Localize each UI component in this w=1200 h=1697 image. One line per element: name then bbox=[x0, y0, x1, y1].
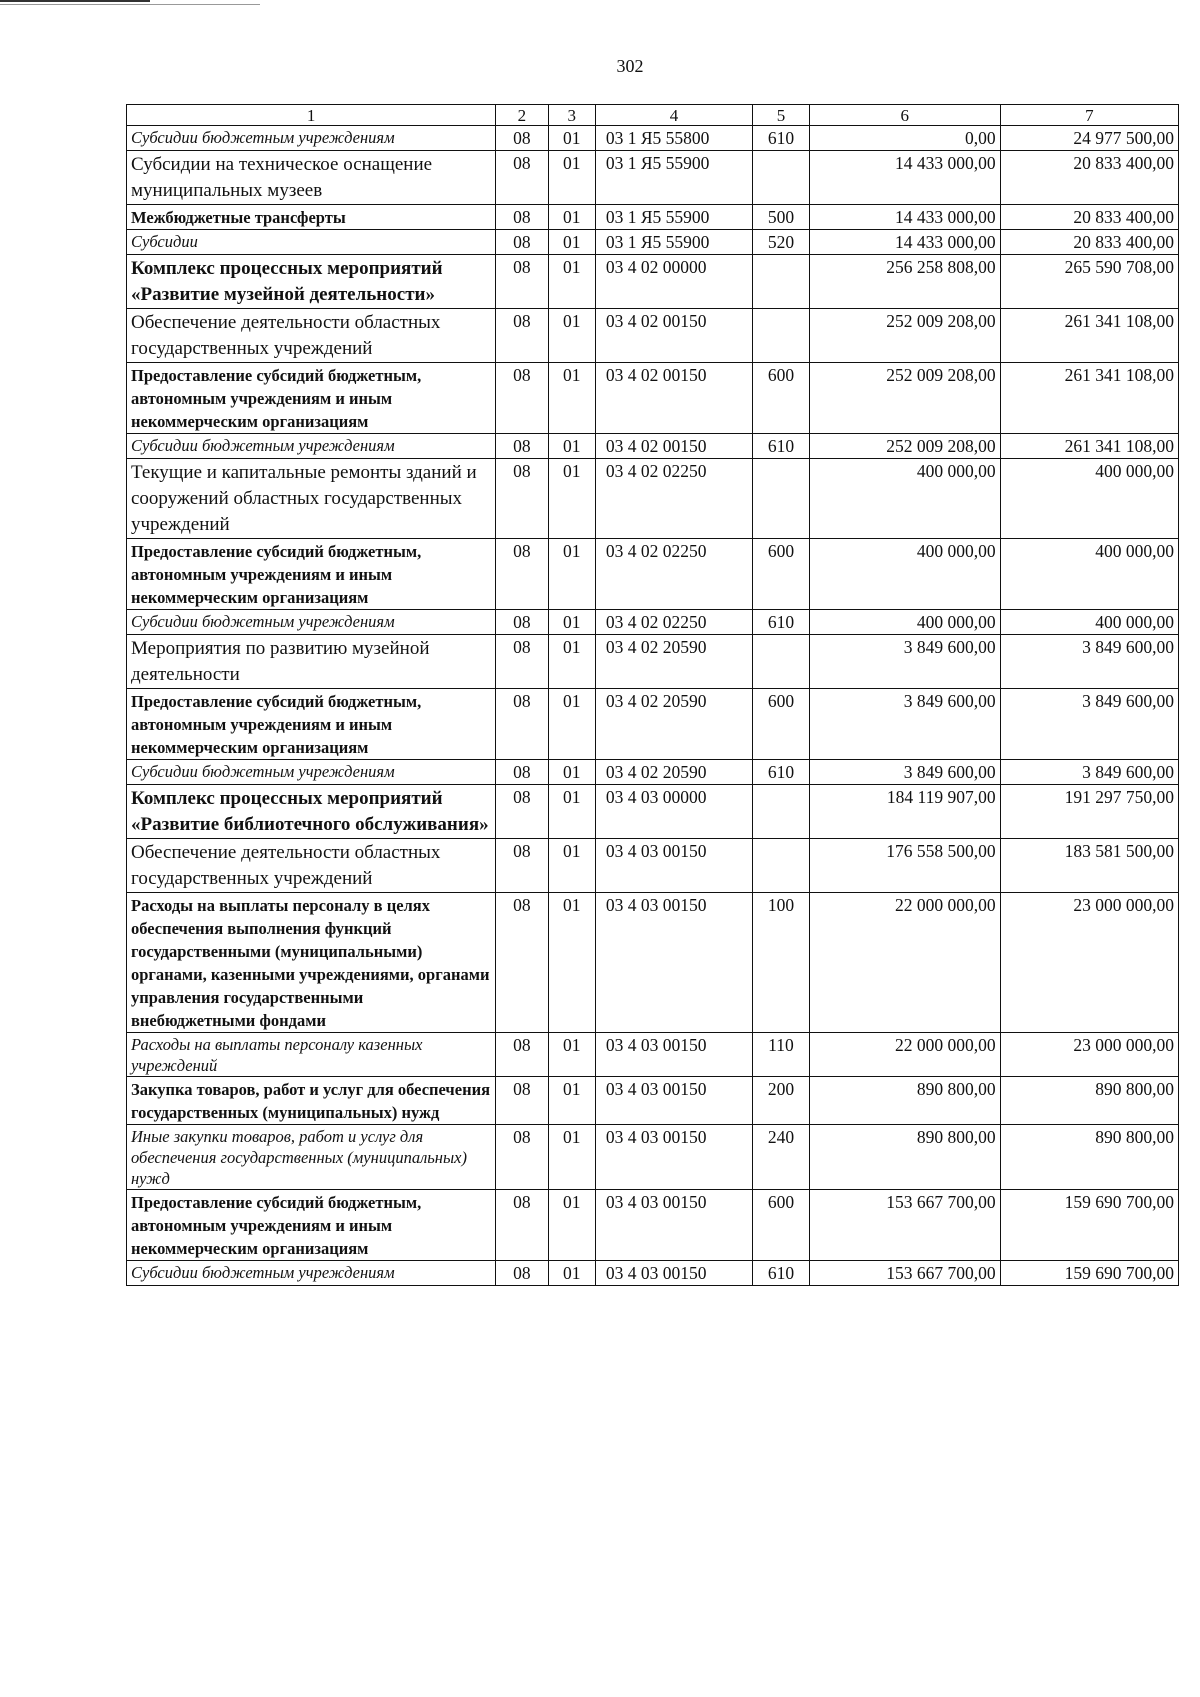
row-name-cell: Субсидии бюджетным учреждениям bbox=[127, 760, 496, 785]
amount-year1-cell: 400 000,00 bbox=[809, 539, 1000, 610]
table-row bbox=[127, 363, 1179, 434]
target-article-cell: 03 1 Я5 55900 bbox=[595, 151, 752, 205]
subsection-code-cell: 01 bbox=[548, 760, 595, 785]
table-row bbox=[127, 760, 1179, 785]
section-code-cell: 08 bbox=[496, 539, 548, 610]
row-name-cell: Комплекс процессных мероприятий «Развитие музейной деятельности» bbox=[127, 255, 496, 309]
section-code-cell: 08 bbox=[496, 230, 548, 255]
amount-year2-cell: 400 000,00 bbox=[1000, 610, 1178, 635]
expense-type-cell: 610 bbox=[753, 434, 810, 459]
subsection-code-cell: 01 bbox=[548, 1261, 595, 1286]
subsection-code-cell: 01 bbox=[548, 151, 595, 205]
table-row bbox=[127, 785, 1179, 839]
row-name-cell: Предоставление субсидий бюджетным, автономным учреждениям и иным некоммерческим организациям bbox=[127, 1190, 496, 1261]
table-header-row bbox=[127, 105, 1179, 126]
expense-type-cell: 610 bbox=[753, 126, 810, 151]
amount-year1-cell: 400 000,00 bbox=[809, 459, 1000, 539]
row-name-cell: Предоставление субсидий бюджетным, автономным учреждениям и иным некоммерческим организациям bbox=[127, 363, 496, 434]
target-article-cell: 03 4 03 00150 bbox=[595, 1033, 752, 1077]
expense-type-cell: 600 bbox=[753, 1190, 810, 1261]
amount-year2-cell: 3 849 600,00 bbox=[1000, 760, 1178, 785]
table-row bbox=[127, 610, 1179, 635]
subsection-code-cell: 01 bbox=[548, 126, 595, 151]
table-row bbox=[127, 230, 1179, 255]
amount-year1-cell: 22 000 000,00 bbox=[809, 893, 1000, 1033]
amount-year1-cell: 890 800,00 bbox=[809, 1077, 1000, 1125]
row-name-cell: Комплекс процессных мероприятий «Развитие библиотечного обслуживания» bbox=[127, 785, 496, 839]
subsection-code-cell: 01 bbox=[548, 255, 595, 309]
amount-year1-cell: 256 258 808,00 bbox=[809, 255, 1000, 309]
scan-mark-top-edge bbox=[0, 4, 260, 5]
header-cell: 5 bbox=[753, 105, 810, 126]
row-name-cell: Субсидии бюджетным учреждениям bbox=[127, 610, 496, 635]
scan-mark-top bbox=[0, 0, 150, 2]
target-article-cell: 03 4 03 00150 bbox=[595, 1261, 752, 1286]
subsection-code-cell: 01 bbox=[548, 309, 595, 363]
table-row bbox=[127, 1190, 1179, 1261]
subsection-code-cell: 01 bbox=[548, 363, 595, 434]
subsection-code-cell: 01 bbox=[548, 785, 595, 839]
expense-type-cell: 200 bbox=[753, 1077, 810, 1125]
amount-year1-cell: 153 667 700,00 bbox=[809, 1190, 1000, 1261]
amount-year2-cell: 24 977 500,00 bbox=[1000, 126, 1178, 151]
subsection-code-cell: 01 bbox=[548, 434, 595, 459]
target-article-cell: 03 4 03 00150 bbox=[595, 1125, 752, 1190]
section-code-cell: 08 bbox=[496, 1077, 548, 1125]
row-name-cell: Субсидии bbox=[127, 230, 496, 255]
subsection-code-cell: 01 bbox=[548, 1033, 595, 1077]
section-code-cell: 08 bbox=[496, 689, 548, 760]
amount-year2-cell: 261 341 108,00 bbox=[1000, 363, 1178, 434]
row-name-cell: Расходы на выплаты персоналу в целях обеспечения выполнения функций государственными (муниципальными) органами, казенными учреждениями, органами управления государственными внебюджетными фондами bbox=[127, 893, 496, 1033]
table-row bbox=[127, 151, 1179, 205]
subsection-code-cell: 01 bbox=[548, 459, 595, 539]
section-code-cell: 08 bbox=[496, 839, 548, 893]
amount-year2-cell: 3 849 600,00 bbox=[1000, 689, 1178, 760]
table-row bbox=[127, 255, 1179, 309]
amount-year1-cell: 176 558 500,00 bbox=[809, 839, 1000, 893]
expense-type-cell bbox=[753, 459, 810, 539]
amount-year1-cell: 14 433 000,00 bbox=[809, 230, 1000, 255]
amount-year2-cell: 261 341 108,00 bbox=[1000, 309, 1178, 363]
expense-type-cell: 610 bbox=[753, 1261, 810, 1286]
amount-year2-cell: 890 800,00 bbox=[1000, 1125, 1178, 1190]
amount-year2-cell: 20 833 400,00 bbox=[1000, 205, 1178, 230]
row-name-cell: Обеспечение деятельности областных государственных учреждений bbox=[127, 839, 496, 893]
target-article-cell: 03 4 02 00150 bbox=[595, 363, 752, 434]
row-name-cell: Субсидии бюджетным учреждениям bbox=[127, 1261, 496, 1286]
row-name-cell: Предоставление субсидий бюджетным, автономным учреждениям и иным некоммерческим организациям bbox=[127, 539, 496, 610]
row-name-cell: Расходы на выплаты персоналу казенных учреждений bbox=[127, 1033, 496, 1077]
amount-year1-cell: 14 433 000,00 bbox=[809, 205, 1000, 230]
target-article-cell: 03 1 Я5 55800 bbox=[595, 126, 752, 151]
amount-year2-cell: 400 000,00 bbox=[1000, 539, 1178, 610]
section-code-cell: 08 bbox=[496, 126, 548, 151]
target-article-cell: 03 1 Я5 55900 bbox=[595, 230, 752, 255]
subsection-code-cell: 01 bbox=[548, 230, 595, 255]
amount-year2-cell: 20 833 400,00 bbox=[1000, 151, 1178, 205]
expense-type-cell: 610 bbox=[753, 760, 810, 785]
section-code-cell: 08 bbox=[496, 459, 548, 539]
section-code-cell: 08 bbox=[496, 151, 548, 205]
amount-year1-cell: 890 800,00 bbox=[809, 1125, 1000, 1190]
amount-year1-cell: 252 009 208,00 bbox=[809, 309, 1000, 363]
expense-type-cell: 520 bbox=[753, 230, 810, 255]
header-cell: 6 bbox=[809, 105, 1000, 126]
table-row bbox=[127, 839, 1179, 893]
target-article-cell: 03 1 Я5 55900 bbox=[595, 205, 752, 230]
target-article-cell: 03 4 02 00000 bbox=[595, 255, 752, 309]
row-name-cell: Закупка товаров, работ и услуг для обеспечения государственных (муниципальных) нужд bbox=[127, 1077, 496, 1125]
expense-type-cell: 600 bbox=[753, 363, 810, 434]
expense-type-cell bbox=[753, 635, 810, 689]
section-code-cell: 08 bbox=[496, 1261, 548, 1286]
amount-year1-cell: 252 009 208,00 bbox=[809, 434, 1000, 459]
table-row bbox=[127, 893, 1179, 1033]
amount-year2-cell: 400 000,00 bbox=[1000, 459, 1178, 539]
header-cell: 3 bbox=[548, 105, 595, 126]
amount-year2-cell: 159 690 700,00 bbox=[1000, 1261, 1178, 1286]
section-code-cell: 08 bbox=[496, 1125, 548, 1190]
amount-year1-cell: 3 849 600,00 bbox=[809, 689, 1000, 760]
amount-year2-cell: 3 849 600,00 bbox=[1000, 635, 1178, 689]
amount-year1-cell: 252 009 208,00 bbox=[809, 363, 1000, 434]
target-article-cell: 03 4 03 00150 bbox=[595, 893, 752, 1033]
amount-year1-cell: 400 000,00 bbox=[809, 610, 1000, 635]
expense-type-cell: 240 bbox=[753, 1125, 810, 1190]
budget-table bbox=[126, 104, 1179, 1286]
page-number: 302 bbox=[616, 56, 644, 76]
header-cell: 2 bbox=[496, 105, 548, 126]
row-name-cell: Субсидии на техническое оснащение муниципальных музеев bbox=[127, 151, 496, 205]
expense-type-cell: 500 bbox=[753, 205, 810, 230]
section-code-cell: 08 bbox=[496, 434, 548, 459]
target-article-cell: 03 4 03 00150 bbox=[595, 1077, 752, 1125]
table-row bbox=[127, 1261, 1179, 1286]
target-article-cell: 03 4 02 02250 bbox=[595, 610, 752, 635]
expense-type-cell: 600 bbox=[753, 689, 810, 760]
table-row bbox=[127, 1033, 1179, 1077]
target-article-cell: 03 4 02 02250 bbox=[595, 539, 752, 610]
expense-type-cell bbox=[753, 151, 810, 205]
subsection-code-cell: 01 bbox=[548, 610, 595, 635]
subsection-code-cell: 01 bbox=[548, 1125, 595, 1190]
table-row bbox=[127, 1077, 1179, 1125]
header-cell: 7 bbox=[1000, 105, 1178, 126]
row-name-cell: Субсидии бюджетным учреждениям bbox=[127, 434, 496, 459]
target-article-cell: 03 4 03 00000 bbox=[595, 785, 752, 839]
section-code-cell: 08 bbox=[496, 363, 548, 434]
subsection-code-cell: 01 bbox=[548, 689, 595, 760]
section-code-cell: 08 bbox=[496, 893, 548, 1033]
table-row bbox=[127, 539, 1179, 610]
amount-year2-cell: 261 341 108,00 bbox=[1000, 434, 1178, 459]
target-article-cell: 03 4 03 00150 bbox=[595, 1190, 752, 1261]
table-row bbox=[127, 309, 1179, 363]
section-code-cell: 08 bbox=[496, 255, 548, 309]
table-row bbox=[127, 635, 1179, 689]
subsection-code-cell: 01 bbox=[548, 205, 595, 230]
target-article-cell: 03 4 02 02250 bbox=[595, 459, 752, 539]
amount-year2-cell: 159 690 700,00 bbox=[1000, 1190, 1178, 1261]
row-name-cell: Межбюджетные трансферты bbox=[127, 205, 496, 230]
amount-year2-cell: 890 800,00 bbox=[1000, 1077, 1178, 1125]
header-cell: 1 bbox=[127, 105, 496, 126]
table-row bbox=[127, 689, 1179, 760]
subsection-code-cell: 01 bbox=[548, 893, 595, 1033]
target-article-cell: 03 4 02 20590 bbox=[595, 760, 752, 785]
expense-type-cell bbox=[753, 309, 810, 363]
amount-year2-cell: 183 581 500,00 bbox=[1000, 839, 1178, 893]
section-code-cell: 08 bbox=[496, 309, 548, 363]
target-article-cell: 03 4 02 20590 bbox=[595, 689, 752, 760]
table-body bbox=[127, 105, 1179, 1286]
subsection-code-cell: 01 bbox=[548, 1190, 595, 1261]
amount-year1-cell: 184 119 907,00 bbox=[809, 785, 1000, 839]
amount-year2-cell: 191 297 750,00 bbox=[1000, 785, 1178, 839]
section-code-cell: 08 bbox=[496, 785, 548, 839]
target-article-cell: 03 4 02 20590 bbox=[595, 635, 752, 689]
amount-year1-cell: 14 433 000,00 bbox=[809, 151, 1000, 205]
amount-year2-cell: 20 833 400,00 bbox=[1000, 230, 1178, 255]
expense-type-cell: 110 bbox=[753, 1033, 810, 1077]
header-cell: 4 bbox=[595, 105, 752, 126]
expense-type-cell: 100 bbox=[753, 893, 810, 1033]
section-code-cell: 08 bbox=[496, 610, 548, 635]
table-row bbox=[127, 459, 1179, 539]
section-code-cell: 08 bbox=[496, 1033, 548, 1077]
expense-type-cell bbox=[753, 785, 810, 839]
amount-year1-cell: 153 667 700,00 bbox=[809, 1261, 1000, 1286]
row-name-cell: Иные закупки товаров, работ и услуг для обеспечения государственных (муниципальных) нужд bbox=[127, 1125, 496, 1190]
amount-year2-cell: 23 000 000,00 bbox=[1000, 893, 1178, 1033]
row-name-cell: Предоставление субсидий бюджетным, автономным учреждениям и иным некоммерческим организациям bbox=[127, 689, 496, 760]
section-code-cell: 08 bbox=[496, 760, 548, 785]
amount-year1-cell: 22 000 000,00 bbox=[809, 1033, 1000, 1077]
expense-type-cell: 600 bbox=[753, 539, 810, 610]
row-name-cell: Текущие и капитальные ремонты зданий и сооружений областных государственных учреждений bbox=[127, 459, 496, 539]
amount-year1-cell: 3 849 600,00 bbox=[809, 760, 1000, 785]
target-article-cell: 03 4 02 00150 bbox=[595, 434, 752, 459]
subsection-code-cell: 01 bbox=[548, 539, 595, 610]
table-row bbox=[127, 1125, 1179, 1190]
row-name-cell: Обеспечение деятельности областных государственных учреждений bbox=[127, 309, 496, 363]
amount-year1-cell: 0,00 bbox=[809, 126, 1000, 151]
amount-year1-cell: 3 849 600,00 bbox=[809, 635, 1000, 689]
expense-type-cell: 610 bbox=[753, 610, 810, 635]
amount-year2-cell: 265 590 708,00 bbox=[1000, 255, 1178, 309]
section-code-cell: 08 bbox=[496, 1190, 548, 1261]
subsection-code-cell: 01 bbox=[548, 839, 595, 893]
subsection-code-cell: 01 bbox=[548, 1077, 595, 1125]
target-article-cell: 03 4 03 00150 bbox=[595, 839, 752, 893]
row-name-cell: Мероприятия по развитию музейной деятельности bbox=[127, 635, 496, 689]
row-name-cell: Субсидии бюджетным учреждениям bbox=[127, 126, 496, 151]
expense-type-cell bbox=[753, 839, 810, 893]
section-code-cell: 08 bbox=[496, 205, 548, 230]
expense-type-cell bbox=[753, 255, 810, 309]
amount-year2-cell: 23 000 000,00 bbox=[1000, 1033, 1178, 1077]
section-code-cell: 08 bbox=[496, 635, 548, 689]
table-row bbox=[127, 434, 1179, 459]
target-article-cell: 03 4 02 00150 bbox=[595, 309, 752, 363]
table-row bbox=[127, 126, 1179, 151]
subsection-code-cell: 01 bbox=[548, 635, 595, 689]
table-row bbox=[127, 205, 1179, 230]
